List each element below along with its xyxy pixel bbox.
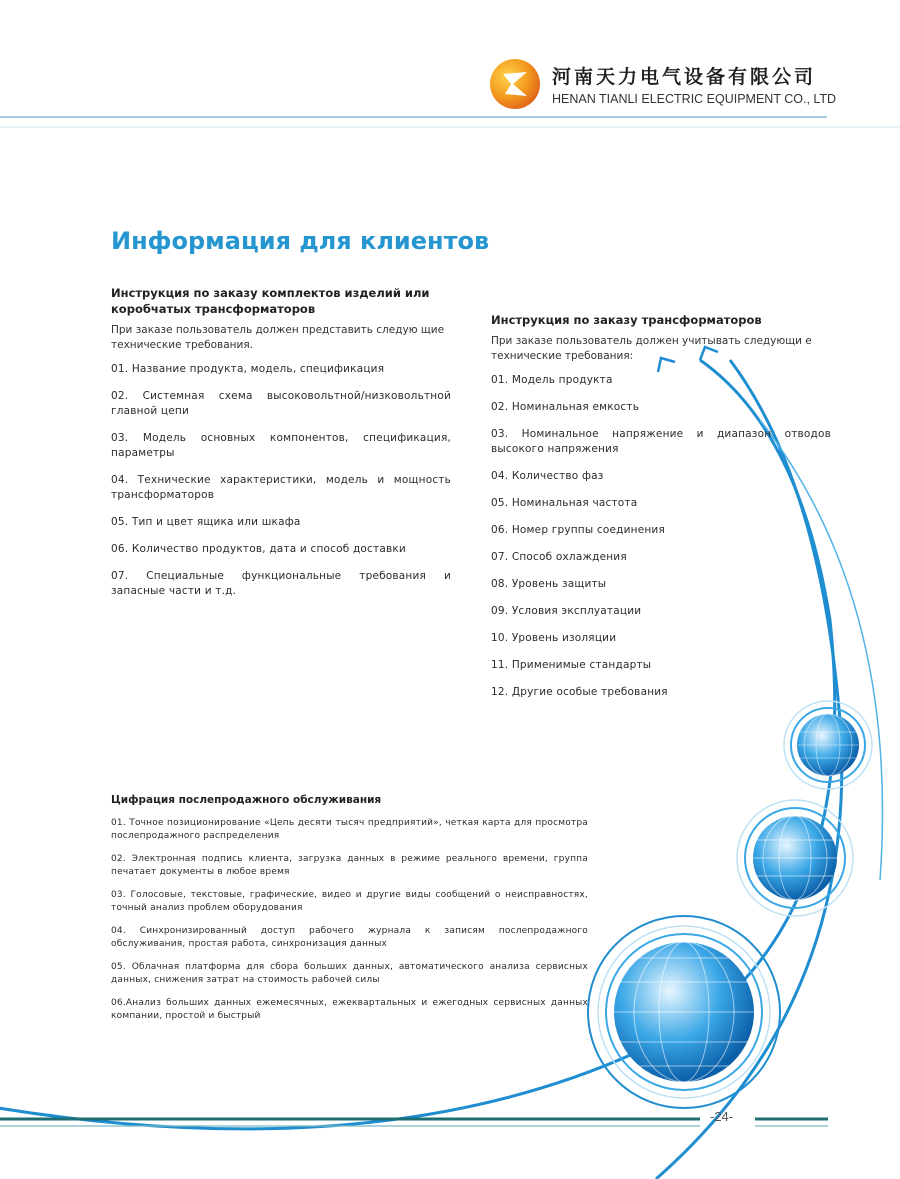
list-item: 05. Облачная платформа для сбора больших данных, автоматического анализа сервисных данных, снижения затрат на стоимость рабочей силы [111,962,588,985]
list-item: 05. Тип и цвет ящика или шкафа [111,516,301,528]
list-item: 01. Модель продукта [491,374,613,386]
list-item: 01. Точное позиционирование «Цепь десяти тысяч предприятий», четкая карта для просмотра послепродажного распределения [111,818,588,841]
list-item: 01. Название продукта, модель, спецификация [111,363,385,375]
tianli-logo-icon [489,58,541,110]
list-item: 06. Номер группы соединения [491,524,665,536]
globe-large [614,942,754,1082]
list-item: 02. Системная схема высоковольтной/низковольтной главной цепи [111,390,451,417]
list-item: 09. Условия эксплуатации [491,605,642,617]
company-name-cn: 河南天力电气设备有限公司 [552,66,817,88]
list-item: 03. Номинальное напряжение и диапазон отводов высокого напряжения [491,428,831,455]
list-item: 06. Количество продуктов, дата и способ доставки [111,543,406,555]
list-item: 11. Применимые стандарты [491,659,652,671]
list-item: 02. Номинальная емкость [491,401,640,413]
list-item: 04. Количество фаз [491,470,604,482]
transformer-order-section [491,312,831,712]
list-item: 03. Голосовые, текстовые, графические, видео и другие виды сообщений о неисправностях, точный анализ проблем оборудования [111,890,588,913]
globe-small [797,714,859,776]
page-title: Информация для клиентов [111,227,490,255]
list-item: 12. Другие особые требования [491,686,668,698]
list-item: 03. Модель основных компонентов, спецификация, параметры [111,432,451,459]
list-item: 04. Синхронизированный доступ рабочего журнала к записям послепродажного обслуживания, простая работа, синхронизация данных [111,926,588,949]
set-order-heading: Инструкция по заказу комплектов изделий или коробчатых трансформаторов [111,286,430,316]
company-name-en: HENAN TIANLI ELECTRIC EQUIPMENT CO., LTD [552,92,837,106]
transformer-order-heading: Инструкция по заказу трансформаторов [491,313,762,327]
after-sales-heading: Цифрация послепродажного обслуживания [111,794,382,806]
after-sales-list [111,817,588,1023]
set-order-intro: При заказе пользователь должен представить следую щие технические требования. [111,324,445,351]
set-order-section [111,285,451,611]
list-item: 02. Электронная подпись клиента, загрузка данных в режиме реального времени, группа печатает документы в любое время [111,854,588,877]
globe-large-ring-outer [588,916,780,1108]
list-item: 05. Номинальная частота [491,497,638,509]
after-sales-section [111,792,588,1033]
page-number: -24- [710,1109,734,1124]
globe-medium [753,816,837,900]
list-item: 08. Уровень защиты [491,578,607,590]
list-item: 10. Уровень изоляции [491,632,617,644]
globe-small-ring [784,701,872,789]
list-item: 07. Способ охлаждения [491,551,627,563]
globe-medium-ring [737,800,853,916]
list-item: 04. Технические характеристики, модель и мощность трансформаторов [111,474,451,501]
transformer-order-intro: При заказе пользователь должен учитывать следующи е технические требования: [491,335,812,362]
list-item: 07. Специальные функциональные требования и запасные части и т.д. [111,570,451,597]
list-item: 06.Анализ больших данных ежемесячных, ежеквартальных и ежегодных сервисных данных компании, простой и быстрый [111,998,588,1021]
set-order-list [111,362,451,599]
transformer-order-list [491,373,831,700]
